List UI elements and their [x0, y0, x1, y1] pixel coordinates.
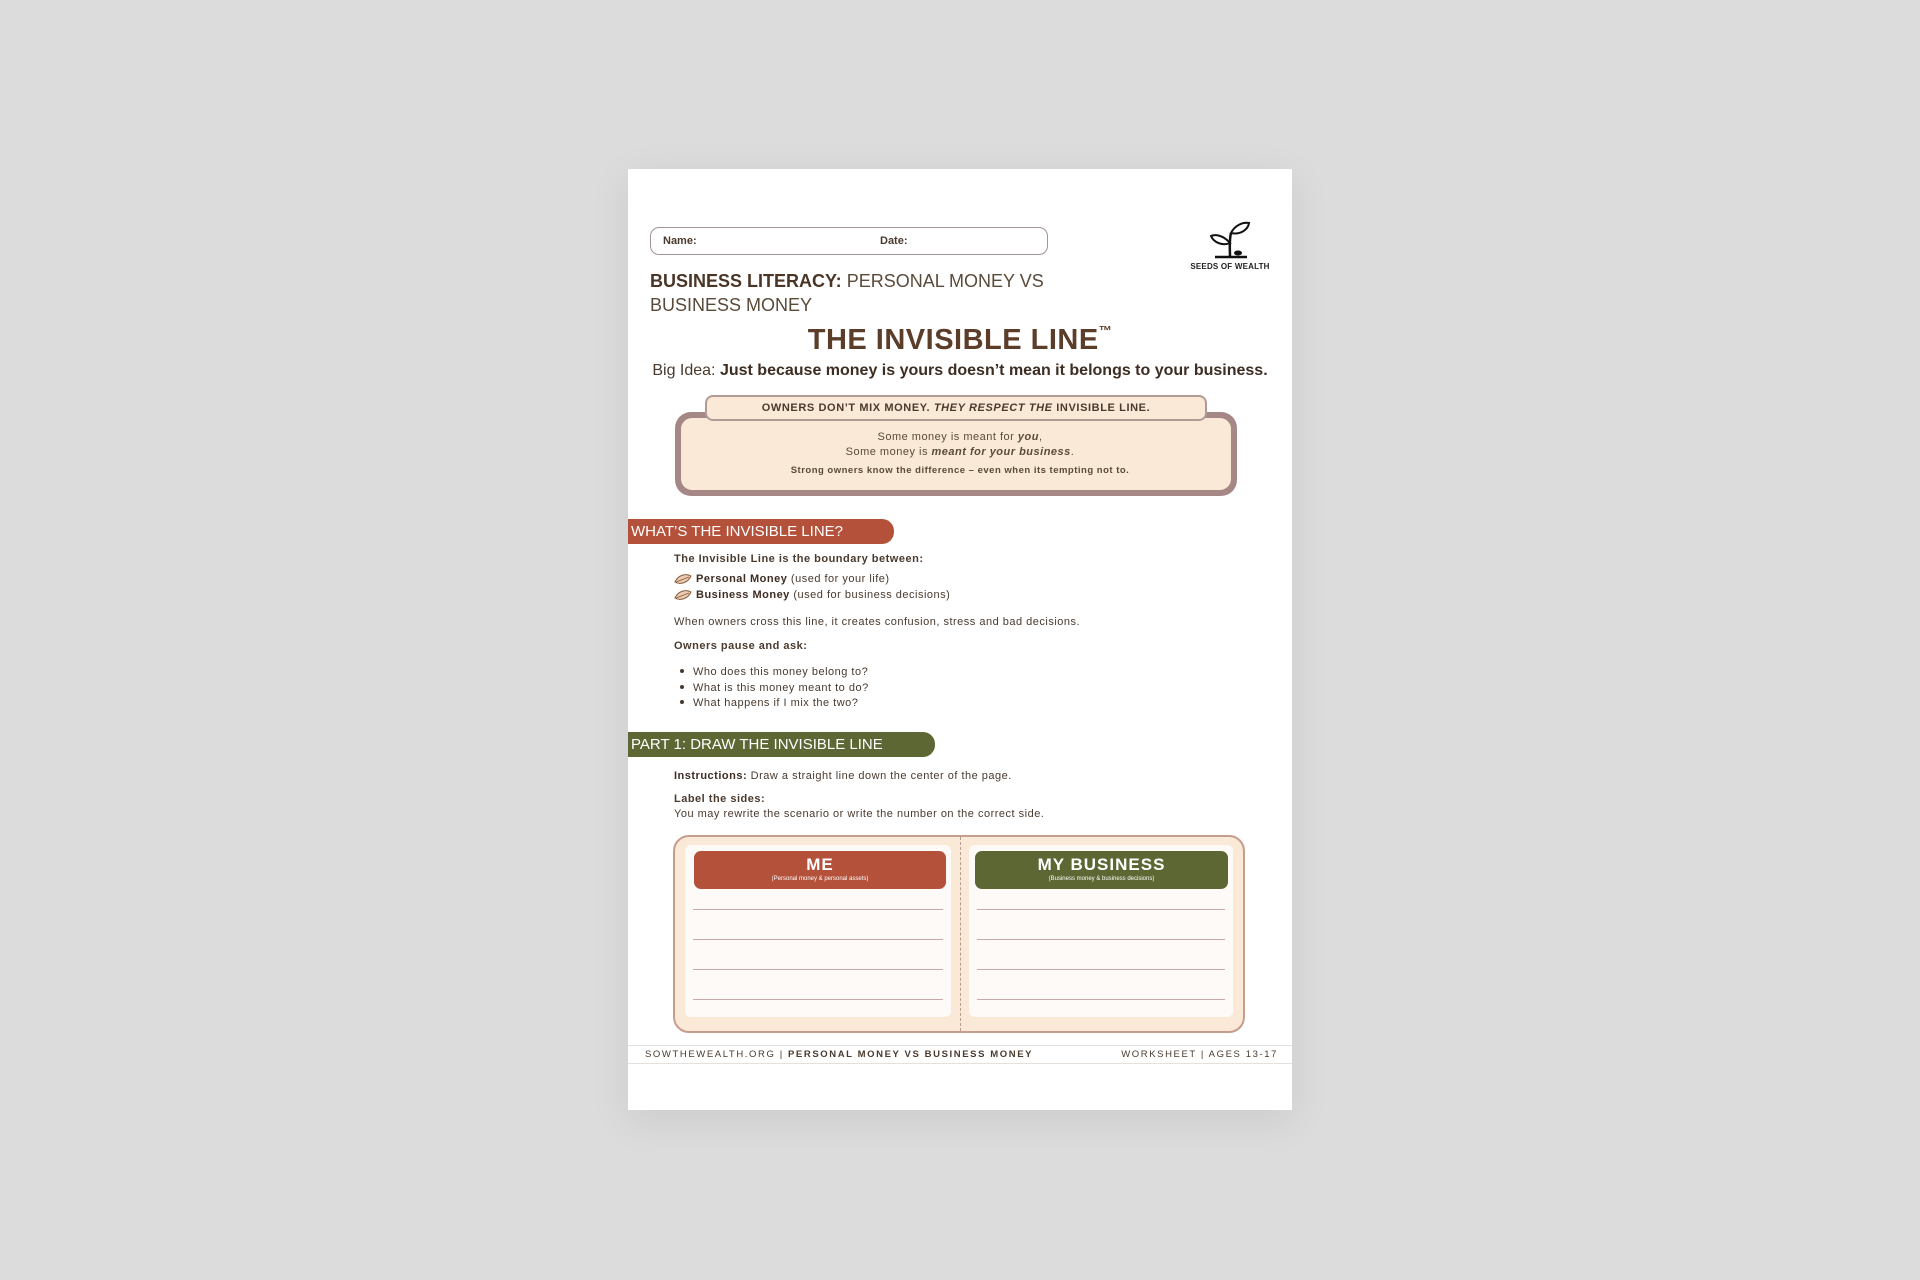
- writing-line[interactable]: [693, 939, 943, 940]
- instructions: [674, 770, 1012, 782]
- big-idea: [628, 362, 1292, 380]
- me-pane: [685, 845, 951, 1017]
- sort-chart: [673, 835, 1245, 1033]
- date-label: Date:: [880, 235, 908, 247]
- message-line-2-suffix: .: [1070, 446, 1075, 458]
- instructions-label: Instructions:: [674, 770, 748, 782]
- logo-text: SEEDS OF WEALTH: [1190, 262, 1270, 271]
- consequence-paragraph: When owners cross this line, it creates confusion, stress and bad decisions.: [674, 616, 1081, 628]
- message-line-1-prefix: Some money is meant for: [877, 431, 1018, 443]
- page-title: [628, 323, 1292, 357]
- footer-left: [645, 1049, 1033, 1060]
- section-heading-invisible-line: WHAT’S THE INVISIBLE LINE?: [628, 519, 894, 544]
- question-text: What is this money meant to do?: [693, 682, 869, 694]
- me-title: ME: [806, 855, 834, 874]
- footer-right: WORKSHEET | AGES 13-17: [1121, 1049, 1278, 1060]
- tab-text-3: INVISIBLE LINE.: [1052, 402, 1151, 414]
- personal-money-term: Personal Money: [696, 573, 788, 585]
- writing-line[interactable]: [977, 969, 1225, 970]
- business-title: MY BUSINESS: [1037, 855, 1166, 874]
- me-subtitle: (Personal money & personal assets): [771, 876, 869, 882]
- question-item: [674, 666, 868, 678]
- bullet-icon: [680, 669, 684, 673]
- writing-line[interactable]: [977, 939, 1225, 940]
- list-item: [674, 589, 950, 601]
- section-heading-part1: PART 1: DRAW THE INVISIBLE LINE: [628, 732, 935, 757]
- name-date-box: [650, 227, 1048, 255]
- question-item: [674, 697, 858, 709]
- bullet-icon: [680, 700, 684, 704]
- boundary-intro: The Invisible Line is the boundary between:: [674, 553, 924, 565]
- subject-rest: PERSONAL MONEY VS BUSINESS MONEY: [650, 271, 1044, 315]
- leaf-icon: [674, 589, 692, 601]
- writing-line[interactable]: [977, 999, 1225, 1000]
- footer-rule-bottom: [628, 1063, 1292, 1064]
- subject-bold: BUSINESS LITERACY:: [650, 271, 842, 291]
- message-line-3: Strong owners know the difference – even when its tempting not to.: [790, 465, 1130, 476]
- message-line-2-em: meant for your business: [931, 446, 1071, 458]
- business-header: [975, 851, 1228, 889]
- footer-site: SOWTHEWEALTH.ORG |: [645, 1049, 788, 1060]
- writing-line[interactable]: [693, 969, 943, 970]
- business-money-term: Business Money: [696, 589, 790, 601]
- ask-label: Owners pause and ask:: [674, 640, 808, 652]
- business-money-desc: (used for business decisions): [789, 589, 951, 601]
- tab-text-2: THEY RESPECT THE: [933, 402, 1053, 414]
- seeds-of-wealth-logo: [1188, 219, 1272, 271]
- trademark-mark: ™: [1098, 323, 1113, 338]
- writing-line[interactable]: [693, 999, 943, 1000]
- list-item: [674, 573, 890, 585]
- message-line-1-suffix: ,: [1038, 431, 1043, 443]
- key-message-tab: [705, 395, 1207, 421]
- tab-text-1: OWNERS DON’T MIX MONEY.: [761, 402, 934, 414]
- question-text: Who does this money belong to?: [693, 666, 869, 678]
- worksheet-page: [628, 169, 1292, 1110]
- message-line-1: [628, 431, 1292, 443]
- instructions-text: Draw a straight line down the center of the page.: [747, 770, 1012, 782]
- personal-money-desc: (used for your life): [787, 573, 890, 585]
- subject-heading: [650, 269, 1070, 317]
- label-sides: Label the sides:: [674, 793, 766, 805]
- sprout-icon: [1205, 219, 1255, 259]
- big-idea-label: Big Idea:: [652, 362, 720, 379]
- business-subtitle: (Business money & business decisions): [1048, 876, 1155, 882]
- footer-rule-top: [628, 1045, 1292, 1046]
- me-header: [694, 851, 946, 889]
- footer-topic: PERSONAL MONEY VS BUSINESS MONEY: [788, 1049, 1034, 1060]
- question-item: [674, 682, 869, 694]
- writing-line[interactable]: [693, 909, 943, 910]
- question-text: What happens if I mix the two?: [693, 697, 859, 709]
- message-line-2-prefix: Some money is: [845, 446, 932, 458]
- business-pane: [969, 845, 1233, 1017]
- rewrite-note: You may rewrite the scenario or write the number on the correct side.: [674, 808, 1045, 820]
- bullet-icon: [680, 685, 684, 689]
- title-text: THE INVISIBLE LINE: [807, 324, 1099, 356]
- name-label: Name:: [663, 235, 697, 247]
- invisible-line-divider: [960, 837, 961, 1031]
- leaf-icon: [674, 573, 692, 585]
- writing-line[interactable]: [977, 909, 1225, 910]
- big-idea-text: Just because money is yours doesn’t mean it belongs to your business.: [719, 362, 1268, 379]
- message-line-1-em: you: [1017, 431, 1039, 443]
- message-line-2: [628, 446, 1292, 458]
